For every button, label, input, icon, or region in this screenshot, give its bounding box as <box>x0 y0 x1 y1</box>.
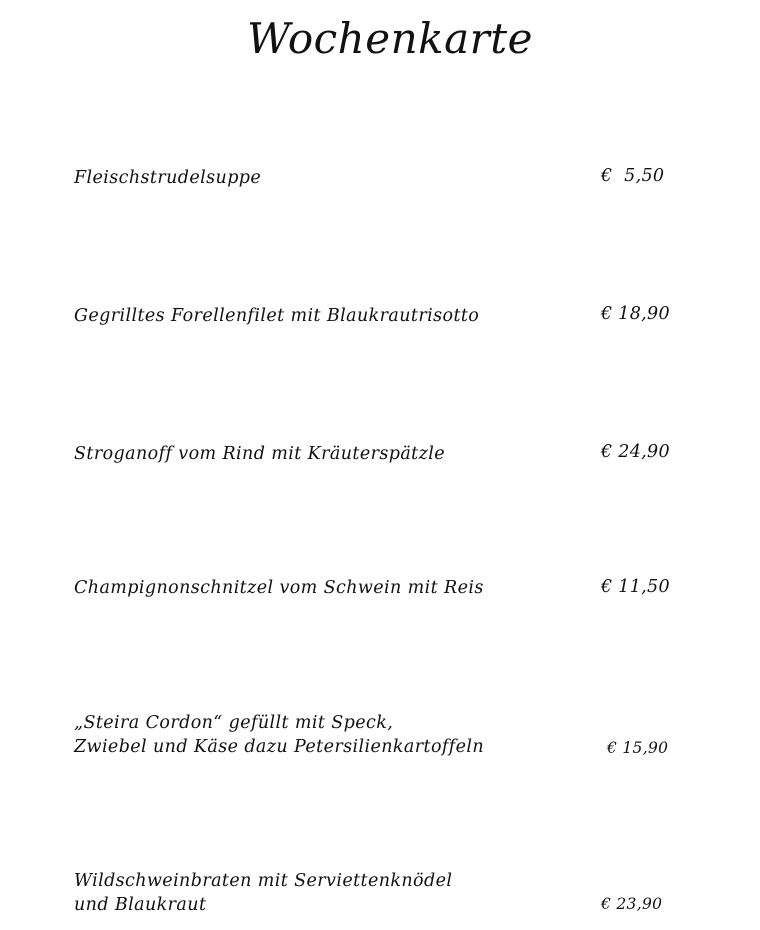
dish-name: Champignonschnitzel vom Schwein mit Reis <box>74 578 484 598</box>
menu-item-1 <box>74 166 261 190</box>
dish-name: Stroganoff vom Rind mit Kräuterspätzle <box>74 444 445 464</box>
price-1: € 5,50 <box>601 166 665 186</box>
dish-name-line-2: und Blaukraut <box>74 895 207 915</box>
dish-name-line-1: „Steira Cordon“ gefüllt mit Speck, <box>74 713 394 733</box>
menu-item-6 <box>74 869 452 917</box>
page-title: Wochenkarte <box>247 14 533 63</box>
menu-item-2 <box>74 304 479 328</box>
price-4: € 11,50 <box>601 577 670 597</box>
price-5: € 15,90 <box>607 739 669 757</box>
dish-name-line-2: Zwiebel und Käse dazu Petersilienkartoffeln <box>74 737 485 757</box>
price-6: € 23,90 <box>601 895 663 913</box>
menu-item-5 <box>74 711 484 759</box>
dish-name: Gegrilltes Forellenfilet mit Blaukrautrisotto <box>74 306 480 326</box>
menu-item-3 <box>74 442 445 466</box>
price-3: € 24,90 <box>601 442 670 462</box>
dish-name-line-1: Wildschweinbraten mit Serviettenknödel <box>74 871 453 891</box>
price-2: € 18,90 <box>601 304 670 324</box>
menu-item-4 <box>74 576 484 600</box>
dish-name: Fleischstrudelsuppe <box>74 168 262 188</box>
